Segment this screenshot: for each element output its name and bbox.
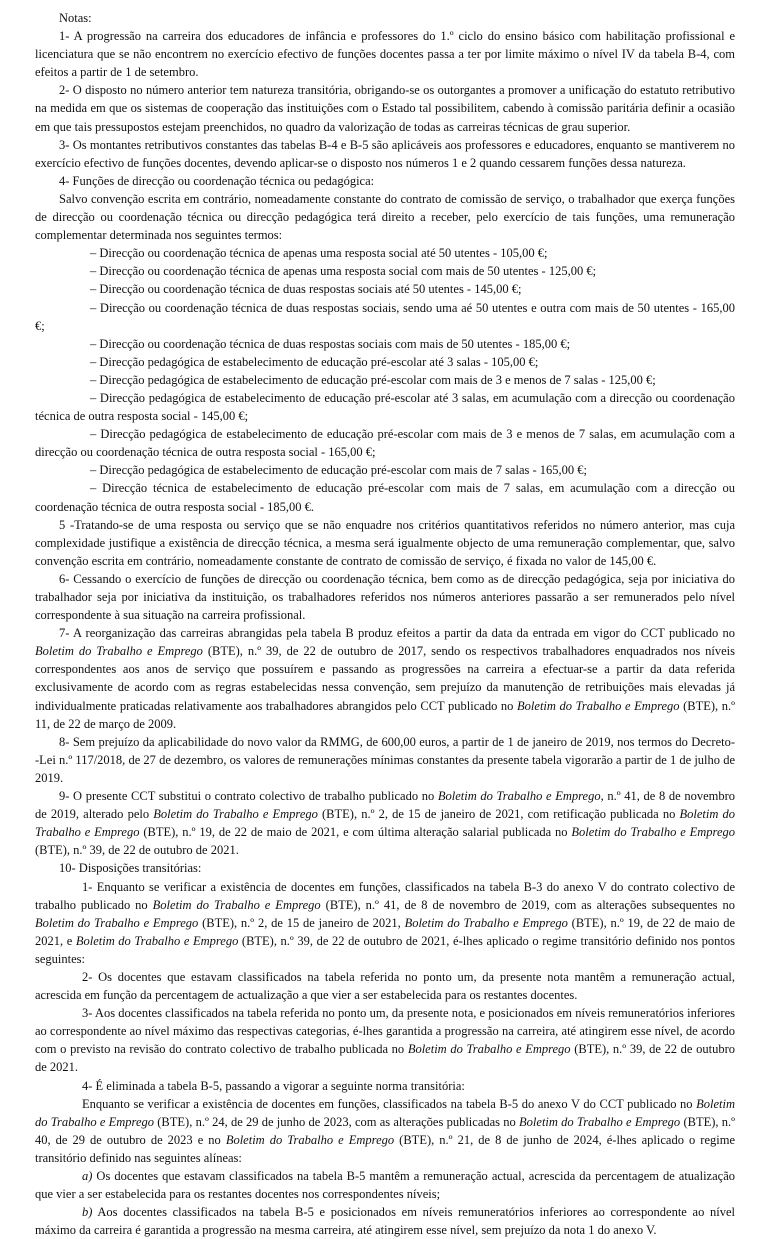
italic-citation: Boletim do Trabalho e Emprego — [404, 915, 568, 930]
paragraph-0: Notas: — [59, 11, 92, 25]
paragraph-3: 3- Os montantes retributivos constantes das tabelas B-4 e B-5 são aplicáveis aos professores e educadores, enquanto se mantiverem no exercício efectivo de funções docentes, devendo aplicar-se o disposto nos números 1 e 2 quando cessarem funções dessa natureza. — [35, 137, 735, 170]
paragraph-28: a) Os docentes que estavam classificados na tabela B-5 mantêm a remuneração actual, acrescida da percentagem de atualização que vier a ser estabelecida para os restantes docentes nos correspondentes níveis; — [35, 1169, 735, 1202]
paragraph-13: – Direcção pedagógica de estabelecimento de educação pré-escolar até 3 salas, em acumulação com a direcção ou coordenação técnica de outra resposta social - 145,00 €; — [35, 390, 735, 424]
italic-citation: Boletim do Trabalho e Emprego — [153, 807, 318, 822]
paragraph-23: 1- Enquanto se verificar a existência de docentes em funções, classificados na tabela B-3 do anexo V do contrato colectivo de trabalho publicado no Boletim do Trabalho e Emprego (BTE), n.º 41, de 8 de novembro de 2019, com as alterações subsequentes no Boletim do Trabalho e Emprego (BTE), n.º 2, de 15 de janeiro de 2021, Boletim do Trabalho e Emprego (BTE), n.º 19, de 22 de maio de 2021, e Boletim do Trabalho e Emprego (BTE), n.º 39, de 22 de outubro de 2021, é-lhes aplicado o regime transitório definido nos pontos seguintes: — [35, 879, 736, 966]
italic-citation: Boletim do Trabalho e Emprego — [437, 789, 601, 804]
paragraph-10: – Direcção ou coordenação técnica de duas respostas sociais com mais de 50 utentes - 185,00 €; — [90, 336, 571, 351]
paragraph-17: 5 -Tratando-se de uma resposta ou serviço que se não enquadre nos critérios quantitativos referidos no número anterior, mas cuja complexidade justifique a existência de direcção técnica, a mesma será igualmente objecto de uma remuneração complementar, que, salvo convenção escrita em contrário, nomeadamente constante de contrato de comissão de serviço, é fixada no valor de 145,00 €. — [35, 517, 735, 568]
paragraph-26: 4- É eliminada a tabela B-5, passando a vigorar a seguinte norma transitória: — [82, 1078, 465, 1093]
paragraph-18: 6- Cessando o exercício de funções de direcção ou coordenação técnica, bem como as de direcção pedagógica, seja por iniciativa do trabalhador seja por iniciativa da instituição, os trabalhadores referidos nos números anteriores passarão a ser remunerados pelo nível correspondente à sua situação na carreira profissional. — [35, 571, 735, 623]
italic-citation: Boletim do Trabalho e Emprego — [571, 825, 735, 840]
italic-citation: Boletim do Trabalho e Emprego — [517, 698, 680, 713]
italic-citation: Boletim do Trabalho e Emprego — [75, 933, 239, 948]
italic-citation: Boletim do Trabalho e Emprego — [225, 1132, 395, 1147]
italic-citation: Boletim do Trabalho e Emprego — [519, 1114, 681, 1129]
paragraph-22: 10- Disposições transitórias: — [59, 861, 202, 876]
italic-citation: Boletim do Trabalho e Emprego — [35, 915, 199, 930]
paragraph-29: b) Aos docentes classificados na tabela B-5 e posicionados em níveis remuneratórios inferiores ao correspondente ao nível máximo da carreira é garantida a progressão na mesma carreira, até atingirem esse nível, sem prejuízo da nota 1 do anexo V. — [35, 1205, 735, 1238]
paragraph-5: Salvo convenção escrita em contrário, nomeadamente constante do contrato de comissão de serviço, o trabalhador que exerça funções de direcção ou coordenação técnica ou direcção pedagógica terá direito a receber, pelo exercício de tais funções, uma remuneração complementar determinada nos seguintes termos: — [35, 191, 735, 243]
paragraph-14: – Direcção pedagógica de estabelecimento de educação pré-escolar com mais de 3 e menos de 7 salas, em acumulação com a direcção ou coordenação técnica de outra resposta social - 165,00 €; — [35, 427, 735, 460]
paragraph-16: – Direcção técnica de estabelecimento de educação pré-escolar com mais de 7 salas, em acumulação com a direcção ou coordenação técnica de outra resposta social - 185,00 €. — [35, 481, 735, 514]
paragraph-25: 3- Aos docentes classificados na tabela referida no ponto um, da presente nota, e posicionados em níveis remuneratórios inferiores ao correspondente ao nível máximo das respectivas categorias, é-lhes garantida a progressão na carreira, até atingirem esse nível, de acordo com o previsto na revisão do contrato colectivo de trabalho publicada no Boletim do Trabalho e Emprego (BTE), n.º 39, de 22 de outubro de 2021. — [35, 1006, 736, 1075]
paragraph-15: – Direcção pedagógica de estabelecimento de educação pré-escolar com mais de 7 salas - 165,00 €; — [90, 463, 588, 478]
paragraph-6: – Direcção ou coordenação técnica de apenas uma resposta social até 50 utentes - 105,00 €; — [90, 246, 548, 261]
paragraph-2: 2- O disposto no número anterior tem natureza transitória, obrigando-se os outorgantes a promover a unificação do estatuto retributivo na medida em que os sistemas de cooperação das instituições com o Estado tal possibilitem, cabendo à comissão paritária definir a ocasião em que tais pressupostos estejam preenchidos, no quadro da valorização de todas as carreiras técnicas de grau superior. — [35, 83, 735, 134]
italic-citation: Boletim do Trabalho e Emprego — [35, 807, 735, 840]
paragraph-7: – Direcção ou coordenação técnica de apenas uma resposta social com mais de 50 utentes - 125,00 €; — [90, 264, 597, 279]
paragraph-11: – Direcção pedagógica de estabelecimento de educação pré-escolar até 3 salas - 105,00 €; — [90, 354, 539, 369]
paragraph-27: Enquanto se verificar a existência de docentes em funções, classificados na tabela B-5 do anexo V do CCT publicado no Boletim do Trabalho e Emprego (BTE), n.º 24, de 29 de junho de 2023, com as alterações publicadas no Boletim do Trabalho e Emprego (BTE), n.º 40, de 29 de outubro de 2023 e no Boletim do Trabalho e Emprego (BTE), n.º 21, de 8 de junho de 2024, é-lhes aplicado o regime transitório definido nas seguintes alíneas: — [35, 1096, 735, 1165]
italic-citation: b) — [82, 1205, 93, 1220]
paragraph-1: 1- A progressão na carreira dos educadores de infância e professores do 1.º ciclo do ensino básico com habilitação profissional e licenciatura que se não encontrem no exercício efectivo de funções docentes passa a ter por limite máximo o nível IV da tabela B-4, com efeitos a partir de 1 de setembro. — [35, 29, 735, 80]
italic-citation: Boletim do Trabalho e Emprego — [35, 644, 203, 659]
paragraph-24: 2- Os docentes que estavam classificados na tabela referida no ponto um, da presente nota mantêm a remuneração actual, acrescida em função da percentagem de actualização a que vier a ser estabelecida para os restantes docentes. — [35, 969, 735, 1003]
paragraph-19: 7- A reorganização das carreiras abrangidas pela tabela B produz efeitos a partir da data da entrada em vigor do CCT publicado no Boletim do Trabalho e Emprego (BTE), n.º 39, de 22 de outubro de 2017, sendo os respectivos trabalhadores enquadrados nos níveis correspondentes aos anos de serviço que possuírem e passando as progressões na carreira a efectuar-se a partir da data referida exclusivamente de acordo com as regras estabelecidas nessa convenção, sem prejuízo da manutenção de retribuições mais elevadas já individualmente praticadas relativamente aos trabalhadores abrangidos pelo CCT publicado no Boletim do Trabalho e Emprego (BTE), n.º 11, de 22 de março de 2009. — [35, 626, 736, 731]
notes-body — [35, 9, 735, 1239]
paragraph-9: – Direcção ou coordenação técnica de duas respostas sociais, sendo uma aé 50 utentes e outra com mais de 50 utentes - 165,00 €; — [35, 300, 735, 333]
paragraph-4: 4- Funções de direcção ou coordenação técnica ou pedagógica: — [59, 173, 375, 188]
italic-citation: Boletim do Trabalho e Emprego — [152, 897, 321, 912]
italic-citation: Boletim do Trabalho e Emprego — [407, 1042, 571, 1057]
paragraph-21: 9- O presente CCT substitui o contrato colectivo de trabalho publicado no Boletim do Trabalho e Emprego, n.º 41, de 8 de novembro de 2019, alterado pelo Boletim do Trabalho e Emprego (BTE), n.º 2, de 15 de janeiro de 2021, com retificação publicada no Boletim do Trabalho e Emprego (BTE), n.º 19, de 22 de maio de 2021, e com última alteração salarial publicada no Boletim do Trabalho e Emprego (BTE), n.º 39, de 22 de outubro de 2021. — [35, 789, 736, 858]
paragraph-8: – Direcção ou coordenação técnica de duas respostas sociais até 50 utentes - 145,00 €; — [90, 282, 522, 297]
paragraph-20: 8- Sem prejuízo da aplicabilidade do novo valor da RMMG, de 600,00 euros, a partir de 1 de janeiro de 2019, nos termos do Decreto- -Lei n.º 117/2018, de 27 de dezembro, os valores de remunerações mínimas constantes da presente tabela vigorarão a partir de 1 de julho de 2019. — [35, 734, 735, 785]
italic-citation: Boletim do Trabalho e Emprego — [35, 1096, 735, 1129]
paragraph-12: – Direcção pedagógica de estabelecimento de educação pré-escolar com mais de 3 e menos de 7 salas - 125,00 €; — [90, 372, 656, 387]
italic-citation: a) — [82, 1169, 93, 1183]
